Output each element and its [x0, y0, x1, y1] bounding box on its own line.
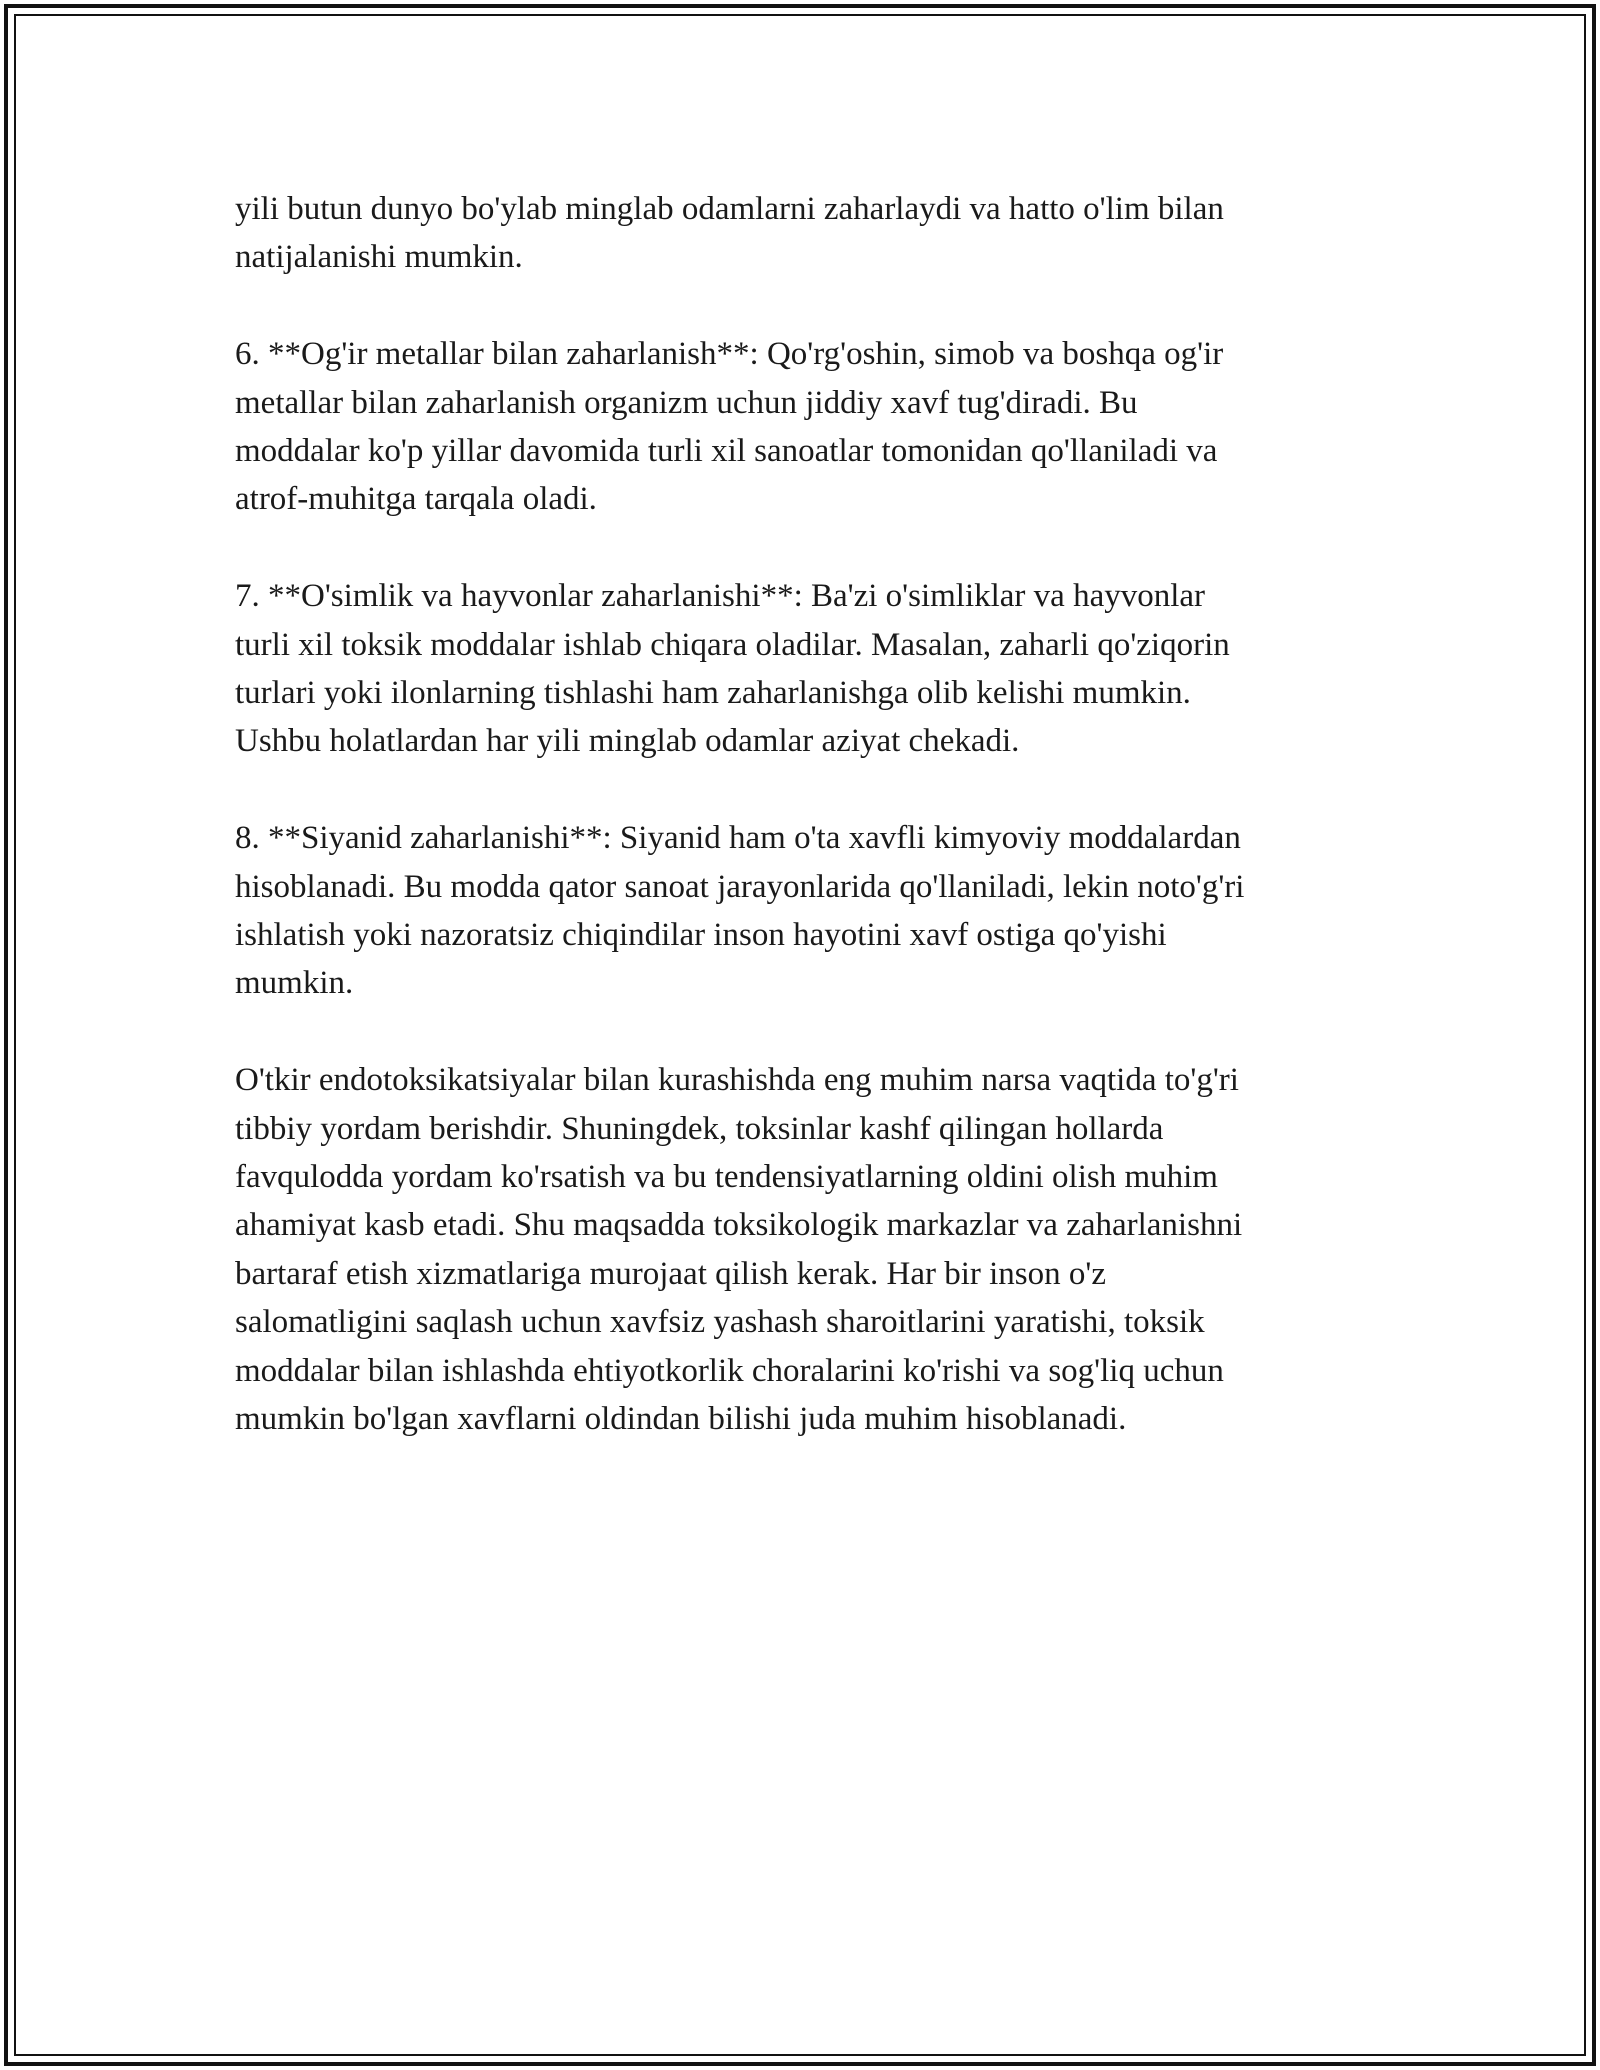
text-line: turli xil toksik moddalar ishlab chiqara oladilar. Masalan, zaharli qo'ziqorin [235, 626, 1230, 663]
text-line: mumkin bo'lgan xavflarni oldindan bilishi juda muhim hisoblanadi. [235, 1401, 1127, 1438]
paragraph-intro-continuation [235, 185, 1370, 282]
paragraph-item-6 [235, 330, 1370, 524]
text-line: metallar bilan zaharlanish organizm uchun jiddiy xavf tug'diradi. Bu [235, 384, 1138, 421]
paragraph-item-7 [235, 572, 1370, 766]
text-line: Ushbu holatlardan har yili minglab odamlar aziyat chekadi. [235, 723, 1020, 760]
text-line: ishlatish yoki nazoratsiz chiqindilar inson hayotini xavf ostiga qo'yishi [235, 917, 1167, 954]
text-line: ahamiyat kasb etadi. Shu maqsadda toksikologik markazlar va zaharlanishni [235, 1207, 1243, 1244]
text-line: favqulodda yordam ko'rsatish va bu tendensiyatlarning oldini olish muhim [235, 1159, 1218, 1196]
text-line: natijalanishi mumkin. [235, 239, 523, 276]
text-line: bartaraf etish xizmatlariga murojaat qilish kerak. Har bir inson o'z [235, 1255, 1106, 1292]
text-line: atrof-muhitga tarqala oladi. [235, 481, 597, 518]
text-line: tibbiy yordam berishdir. Shuningdek, toksinlar kashf qilingan hollarda [235, 1110, 1164, 1147]
text-line: 7. **O'simlik va hayvonlar zaharlanishi**: Ba'zi o'simliklar va hayvonlar [235, 578, 1206, 615]
text-line: hisoblanadi. Bu modda qator sanoat jarayonlarida qo'llaniladi, lekin noto'g'ri [235, 868, 1245, 905]
text-line: turlari yoki ilonlarning tishlashi ham zaharlanishga olib kelishi mumkin. [235, 675, 1191, 712]
text-line: O'tkir endotoksikatsiyalar bilan kurashishda eng muhim narsa vaqtida to'g'ri [235, 1062, 1239, 1099]
text-line: mumkin. [235, 965, 354, 1002]
text-line: 6. **Og'ir metallar bilan zaharlanish**: Qo'rg'oshin, simob va boshqa og'ir [235, 336, 1224, 373]
document-body [235, 185, 1370, 1492]
text-line: yili butun dunyo bo'ylab minglab odamlarni zaharlaydi va hatto o'lim bilan [235, 191, 1224, 227]
text-line: 8. **Siyanid zaharlanishi**: Siyanid ham o'ta xavfli kimyoviy moddalardan [235, 820, 1241, 857]
paragraph-item-8 [235, 814, 1370, 1008]
text-line: moddalar ko'p yillar davomida turli xil sanoatlar tomonidan qo'llaniladi va [235, 433, 1218, 470]
paragraph-conclusion [235, 1056, 1370, 1443]
text-line: salomatligini saqlash uchun xavfsiz yashash sharoitlarini yaratishi, toksik [235, 1304, 1205, 1341]
text-line: moddalar bilan ishlashda ehtiyotkorlik choralarini ko'rishi va sog'liq uchun [235, 1352, 1224, 1389]
